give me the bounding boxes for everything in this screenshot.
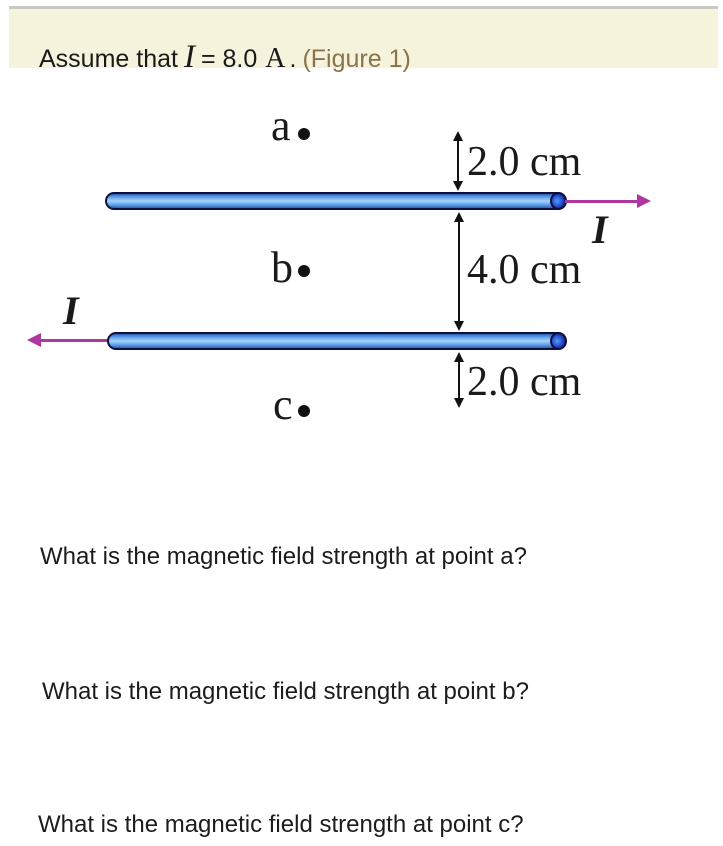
top-current-label: I [592,207,608,252]
ampere-unit: A [265,43,286,74]
bottom-wire-end-cap [550,332,567,350]
dim-top-line [457,139,459,185]
current-symbol: I [183,39,195,75]
current-arrow-right-line [565,200,638,203]
statement-period: . [289,45,297,73]
dim-bottom-line [458,360,460,400]
question-point-b: What is the magnetic field strength at point b? [42,678,529,705]
dim-bottom-arrowhead-down-icon [454,398,464,408]
top-wire [105,192,566,210]
point-a-dot [298,128,310,140]
point-b-label: b [271,243,293,292]
bottom-wire [107,332,566,350]
point-b-dot [298,265,310,277]
question-point-a: What is the magnetic field strength at point a? [40,543,527,570]
dim-middle-arrowhead-down-icon [454,321,464,331]
statement-prefix: Assume that [39,45,178,73]
question-point-c: What is the magnetic field strength at point c? [38,811,524,838]
dim-middle-label: 4.0 cm [467,247,582,293]
current-arrow-right-head-icon [637,194,651,208]
point-a-label: a [271,101,291,150]
dim-top-arrowhead-down-icon [453,181,463,191]
bottom-current-label: I [63,288,79,333]
statement-equation: = 8.0 [200,45,258,73]
problem-statement-banner [9,9,718,75]
dim-top-label: 2.0 cm [467,139,582,185]
current-arrow-left-line [38,339,110,342]
point-c-label: c [273,380,293,429]
dim-bottom-label: 2.0 cm [467,359,582,405]
point-c-dot [298,405,310,417]
figure-1-link[interactable]: (Figure 1) [302,45,411,73]
dim-middle-line [458,220,460,323]
problem-statement [39,39,411,76]
